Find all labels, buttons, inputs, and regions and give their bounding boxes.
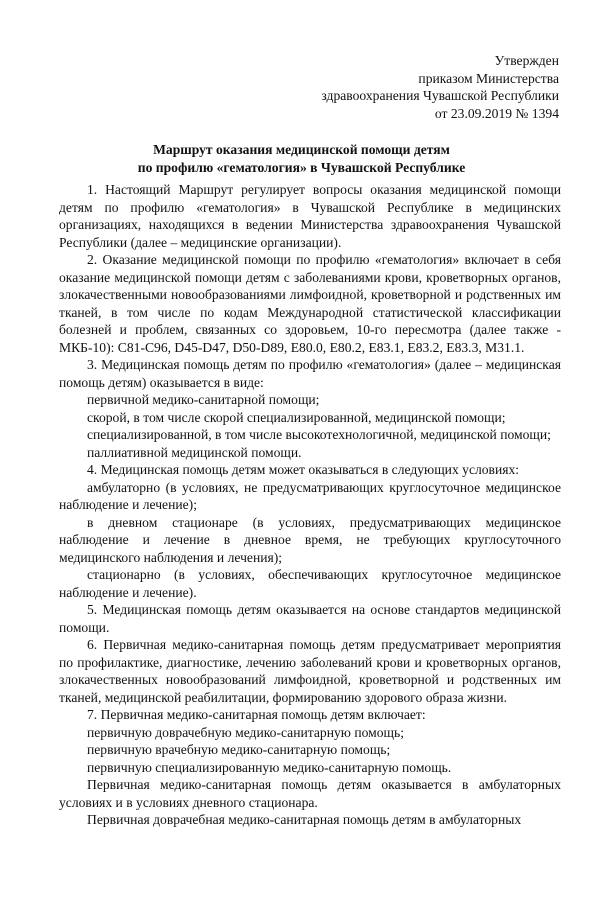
paragraph: первичную доврачебную медико-санитарную помощь; (87, 724, 404, 740)
paragraph: первичной медико-санитарной помощи; (87, 392, 320, 407)
paragraph: в дневном стационаре (в условиях, предусматривающих медицинское наблюдение и лечение в дневное время, не требующих круглосуточного медицинского наблюдения и лечения); (59, 514, 561, 565)
paragraph: 4. Медицинская помощь детям может оказываться в следующих условиях: (87, 462, 520, 477)
approval-line: здравоохранения Чувашской Республики (321, 88, 559, 103)
approval-line: Утвержден (494, 53, 559, 68)
title-line: по профилю «гематология» в Чувашской Республике (137, 159, 466, 175)
paragraph: амбулаторно (в условиях, не предусматривающих круглосуточное медицинское наблюдение и лечение); (59, 479, 561, 512)
approval-line: от 23.09.2019 № 1394 (434, 105, 559, 121)
paragraph: скорой, в том числе скорой специализированной, медицинской помощи; (87, 409, 506, 425)
paragraph: паллиативной медицинской помощи. (87, 444, 302, 460)
paragraph: специализированной, в том числе высокотехнологичной, медицинской помощи; (87, 427, 551, 442)
paragraph: 5. Медицинская помощь детям оказывается на основе стандартов медицинской помощи. (59, 602, 561, 635)
paragraph: первичную специализированную медико-санитарную помощь. (87, 759, 452, 775)
paragraph: 7. Первичная медико-санитарная помощь детям включает: (87, 707, 426, 722)
paragraph: 1. Настоящий Маршрут регулирует вопросы оказания медицинской помощи детям по профилю «гематология» в Чувашской Республике в медицинских организациях, находящихся в ведении Министерства здравоохранения Чувашской Республики (далее – медицинские организации). (59, 182, 561, 250)
paragraph: 3. Медицинская помощь детям по профилю «гематология» (далее – медицинская помощь детям) оказывается в виде: (59, 357, 561, 390)
approval-line: приказом Министерства (418, 70, 559, 86)
document-title (0, 141, 603, 176)
paragraph: 6. Первичная медико-санитарная помощь детям предусматривает мероприятия по профилактике, диагностике, лечению заболеваний крови и кроветворных органов, злокачественных новообразований лимфоидной, кроветворной и родственных им тканей, медицинской реабилитации, формированию здорового образа жизни. (59, 637, 561, 705)
paragraph: стационарно (в условиях, обеспечивающих круглосуточное медицинское наблюдение и лечение). (59, 567, 561, 600)
title-line: Маршрут оказания медицинской помощи детям (153, 142, 450, 157)
document-body (59, 181, 561, 829)
approval-stamp (321, 52, 559, 122)
paragraph: Первичная доврачебная медико-санитарная помощь детям в амбулаторных (87, 812, 522, 827)
paragraph: первичную врачебную медико-санитарную помощь; (87, 742, 391, 757)
paragraph: Первичная медико-санитарная помощь детям оказывается в амбулаторных условиях и в условиях дневного стационара. (59, 777, 561, 810)
paragraph: 2. Оказание медицинской помощи по профилю «гематология» включает в себя оказание медицинской помощи детям с заболеваниями крови, кроветворных органов, злокачественными новообразованиями лимфоидной, кроветворной и родственных им тканей, в том числе по кодам Международной статистической классификации болезней и проблем, связанных со здоровьем, 10-го пересмотра (далее также - МКБ-10): С81-С96, D45-D47, D50-D89, Е80.0, Е80.2, Е83.1, Е83.2, Е83.3, М31.1. (59, 252, 561, 355)
